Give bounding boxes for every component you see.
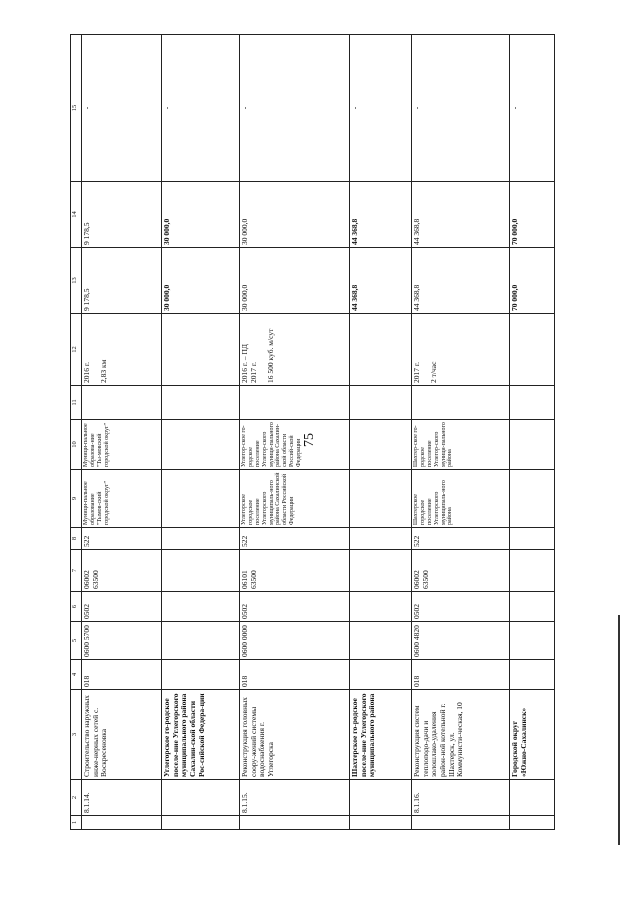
table-cell-col-7: 06101 63500 xyxy=(240,550,350,592)
table-cell-col-11 xyxy=(240,386,350,420)
table-cell-col-14: 44 368,8 xyxy=(412,182,510,248)
table-cell-col-8 xyxy=(510,528,555,550)
table-cell-col-4 xyxy=(162,660,240,690)
table-cell-col-11 xyxy=(412,386,510,420)
table-cell-col-3: Городской округ «Южно-Сахалинск» xyxy=(510,690,555,780)
header-cell: 12 xyxy=(71,314,82,386)
table-cell-col-10: Углегор-ское го-родское поселение Углегор-ского муници-пального района Сахалин-ской области Россий-ской Федерации xyxy=(240,420,350,470)
table-cell-col-13: 9 178,5 xyxy=(82,248,162,314)
row-marker-cell xyxy=(162,816,240,830)
table-cell-col-4 xyxy=(510,660,555,690)
table-cell-col-9 xyxy=(510,470,555,528)
table-cell-col-11 xyxy=(350,386,412,420)
row-marker-cell xyxy=(510,816,555,830)
table-cell-col-10 xyxy=(350,420,412,470)
table-cell-col-11 xyxy=(82,386,162,420)
table-cell-col-11 xyxy=(510,386,555,420)
table-cell-col-13: 44 368,8 xyxy=(412,248,510,314)
table-cell-col-9 xyxy=(162,470,240,528)
table-cell-col-15: - xyxy=(412,35,510,182)
table-cell-col-15: - xyxy=(350,35,412,182)
table-cell-col-6 xyxy=(162,592,240,622)
header-cell: 14 xyxy=(71,182,82,248)
table-cell-col-12: 2016 г. 2,83 км xyxy=(82,314,162,386)
header-cell: 13 xyxy=(71,248,82,314)
header-cell: 15 xyxy=(71,35,82,182)
table-cell-col-8: 522 xyxy=(82,528,162,550)
table-cell-col-14: 30 000,0 xyxy=(162,182,240,248)
header-cell: 4 xyxy=(71,660,82,690)
table-cell-col-5 xyxy=(510,622,555,660)
table-cell-col-6: 0502 xyxy=(240,592,350,622)
table-cell-col-6: 0502 xyxy=(82,592,162,622)
header-cell: 10 xyxy=(71,420,82,470)
table-cell-col-5: 0600 0000 xyxy=(240,622,350,660)
table-cell-col-10: Муници-пальное образова-ние "Ты-мовский городской округ" xyxy=(82,420,162,470)
table-cell-col-3: Реконструкция систем теплоподо-дачи и золошлако-удаления район-ной котельной г. Шахтерск, ул. Коммунисти-ческая, 10 xyxy=(412,690,510,780)
header-cell: 11 xyxy=(71,386,82,420)
row-marker-cell xyxy=(240,816,350,830)
table-cell-col-5 xyxy=(162,622,240,660)
table-row xyxy=(82,35,162,830)
table-cell-col-12: 2017 г. 2 т/час xyxy=(412,314,510,386)
table-cell-col-4: 018 xyxy=(412,660,510,690)
table-cell-col-8: 522 xyxy=(240,528,350,550)
table-cell-col-8 xyxy=(162,528,240,550)
table-cell-col-14: 70 000,0 xyxy=(510,182,555,248)
table-cell-col-14: 9 178,5 xyxy=(82,182,162,248)
table-cell-col-9: Шахтерское городское поселение Углегорского муниципаль-ного района xyxy=(412,470,510,528)
table-cell-col-14: 44 368,8 xyxy=(350,182,412,248)
table-cell-col-3: Шахтерское го-родское поселе-ние Углегорского муниципального района xyxy=(350,690,412,780)
table-cell-col-5 xyxy=(350,622,412,660)
scan-margin-line xyxy=(618,615,620,845)
table-row xyxy=(350,35,412,830)
table-cell-col-7: 06002 63500 xyxy=(412,550,510,592)
table-cell-col-4: 018 xyxy=(240,660,350,690)
table-row xyxy=(412,35,510,830)
table-cell-col-10 xyxy=(510,420,555,470)
table-cell-col-12 xyxy=(162,314,240,386)
row-marker-cell xyxy=(82,816,162,830)
row-marker-cell xyxy=(350,816,412,830)
table-cell-col-15: - xyxy=(82,35,162,182)
header-cell: 3 xyxy=(71,690,82,780)
table-cell-col-7: 06002 63500 xyxy=(82,550,162,592)
table-cell-col-13: 30 000,0 xyxy=(240,248,350,314)
table-cell-col-6: 0502 xyxy=(412,592,510,622)
header-cell: 8 xyxy=(71,528,82,550)
page-number: 75 xyxy=(302,433,317,447)
table-cell-col-13: 30 000,0 xyxy=(162,248,240,314)
table-cell-col-11 xyxy=(162,386,240,420)
table-cell-col-2 xyxy=(510,780,555,816)
table-cell-col-7 xyxy=(162,550,240,592)
header-cell: 1 xyxy=(71,816,82,830)
table-row xyxy=(162,35,240,830)
table-cell-col-13: 70 000,0 xyxy=(510,248,555,314)
table-cell-col-3: Реконструкция головных соору-жений системы водоснабжения г. Углегорска xyxy=(240,690,350,780)
table-cell-col-7 xyxy=(350,550,412,592)
table-cell-col-12 xyxy=(510,314,555,386)
table-cell-col-4: 018 xyxy=(82,660,162,690)
table-cell-col-8 xyxy=(350,528,412,550)
table-cell-col-5: 0600 5700 xyxy=(82,622,162,660)
table-row xyxy=(510,35,555,830)
header-cell: 9 xyxy=(71,470,82,528)
table-cell-col-2: 8.1.14. xyxy=(82,780,162,816)
table-cell-col-8: 522 xyxy=(412,528,510,550)
table-cell-col-5: 0600 4820 xyxy=(412,622,510,660)
budget-table xyxy=(70,34,555,830)
table-cell-col-2: 8.1.15. xyxy=(240,780,350,816)
header-cell: 2 xyxy=(71,780,82,816)
table-cell-col-2 xyxy=(162,780,240,816)
table-cell-col-10 xyxy=(162,420,240,470)
row-marker-cell xyxy=(412,816,510,830)
header-cell: 7 xyxy=(71,550,82,592)
table-cell-col-15: - xyxy=(510,35,555,182)
table-cell-col-2 xyxy=(350,780,412,816)
table-cell-col-9 xyxy=(350,470,412,528)
table-cell-col-2: 8.1.16. xyxy=(412,780,510,816)
header-cell: 6 xyxy=(71,592,82,622)
header-row xyxy=(71,35,82,830)
header-cell: 5 xyxy=(71,622,82,660)
table-cell-col-7 xyxy=(510,550,555,592)
table-cell-col-12: 2016 г. – ПД 2017 г. 16 500 куб. м/сут xyxy=(240,314,350,386)
table-cell-col-6 xyxy=(510,592,555,622)
table-cell-col-10: Шахтер-ское го-родское поселение Углегор-ского муници-пального района xyxy=(412,420,510,470)
table-cell-col-13: 44 368,8 xyxy=(350,248,412,314)
table-cell-col-14: 30 000,0 xyxy=(240,182,350,248)
table-cell-col-15: - xyxy=(240,35,350,182)
table-cell-col-6 xyxy=(350,592,412,622)
table-cell-col-9: Муници-пальное образование "Тымов-ский городской округ" xyxy=(82,470,162,528)
table-row xyxy=(240,35,350,830)
table-cell-col-3: Строительство наружных инже-нерных сетей с. Воскресеновка xyxy=(82,690,162,780)
rotated-table-wrapper xyxy=(70,35,555,830)
table-cell-col-15: - xyxy=(162,35,240,182)
table-cell-col-3: Углегорское го-родское поселе-ние Углегорского муниципального района Сахалин-ской области Рос-сийской Федера-ции xyxy=(162,690,240,780)
table-cell-col-9: Углегорское городское поселение Углегорского муниципаль-ного района Сахалинской области Российской Федерации xyxy=(240,470,350,528)
table-cell-col-12 xyxy=(350,314,412,386)
table-cell-col-4 xyxy=(350,660,412,690)
